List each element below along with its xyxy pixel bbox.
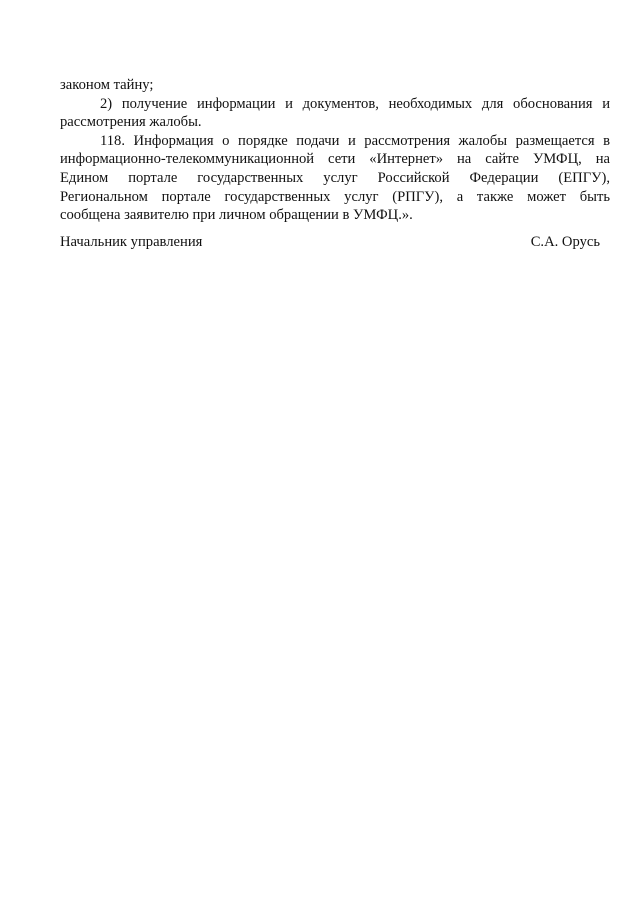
text-line-8: сообщена заявителю при личном обращении в УМФЦ.». xyxy=(60,207,413,224)
text-line-7: Региональном портале государственных услуг (РПГУ), а также может быть xyxy=(60,188,610,205)
text-line-3: рассмотрения жалобы. xyxy=(60,114,202,131)
text-line-5: информационно-телекоммуникационной сети «Интернет» на сайте УМФЦ, на xyxy=(60,151,610,168)
text-line-6: Едином портале государственных услуг Российской Федерации (ЕПГУ), xyxy=(60,169,610,186)
text-line-2: 2) получение информации и документов, необходимых для обоснования и xyxy=(100,95,610,112)
signatory-name: С.А. Орусь xyxy=(530,234,600,250)
signatory-title: Начальник управления xyxy=(60,234,203,250)
text-line-1: законом тайну; xyxy=(60,77,154,93)
signature-block xyxy=(60,233,600,253)
document-body xyxy=(60,76,610,225)
text-line-4: 118. Информация о порядке подачи и рассмотрения жалобы размещается в xyxy=(100,132,610,149)
